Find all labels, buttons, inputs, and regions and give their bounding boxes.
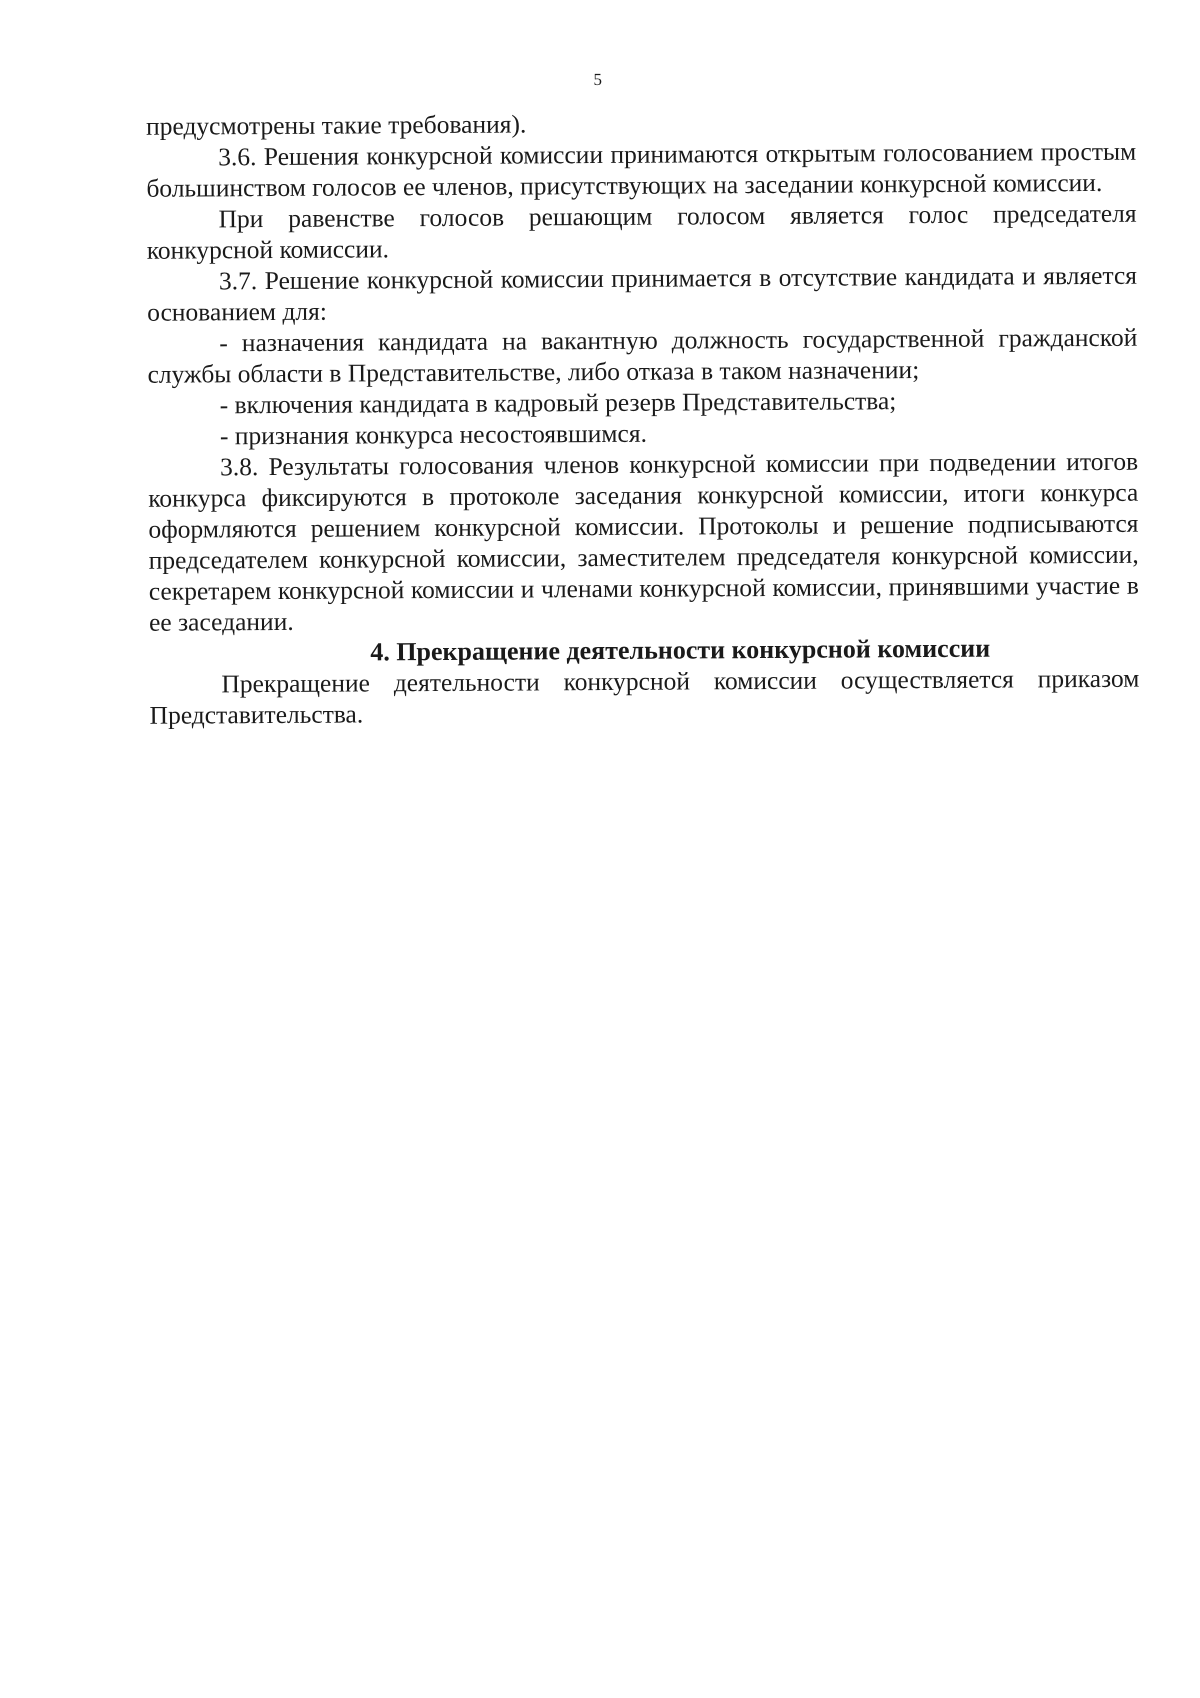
document-body xyxy=(146,105,1140,731)
list-item-appointment: - назначения кандидата на вакантную должность государственной гражданской службы области в Представительстве, либо отказа в таком назначении; xyxy=(147,322,1138,389)
page-number: 5 xyxy=(593,69,603,90)
paragraph-3-7: 3.7. Решение конкурсной комиссии принимается в отсутствие кандидата и является основанием для: xyxy=(147,260,1138,327)
paragraph-3-6: 3.6. Решения конкурсной комиссии принимаются открытым голосованием простым большинством голосов ее членов, присутствующих на заседании конкурсной комиссии. xyxy=(146,136,1137,203)
paragraph-continuation: предусмотрены такие требования). xyxy=(145,109,527,141)
paragraph-tie-vote: При равенстве голосов решающим голосом является голос председателя конкурсной комиссии. xyxy=(146,198,1137,265)
paragraph-3-8: 3.8. Результаты голосования членов конкурсной комиссии при подведении итогов конкурса фиксируются в протоколе заседания конкурсной комиссии, итоги конкурса оформляются решением конкурсной комиссии. Протоколы и решение подписываются председателем конкурсной комиссии, заместителем председателя конкурсной комиссии, секретарем конкурсной комиссии и членами конкурсной комиссии, принявшими участие в ее заседании. xyxy=(148,446,1139,637)
list-item-failed-contest: - признания конкурса несостоявшимся. xyxy=(219,418,647,451)
paragraph-termination: Прекращение деятельности конкурсной комиссии осуществляется приказом Представительства. xyxy=(149,663,1140,730)
list-item-reserve: - включения кандидата в кадровый резерв Представительства; xyxy=(219,386,897,420)
section-heading: 4. Прекращение деятельности конкурсной комиссии xyxy=(370,633,991,667)
